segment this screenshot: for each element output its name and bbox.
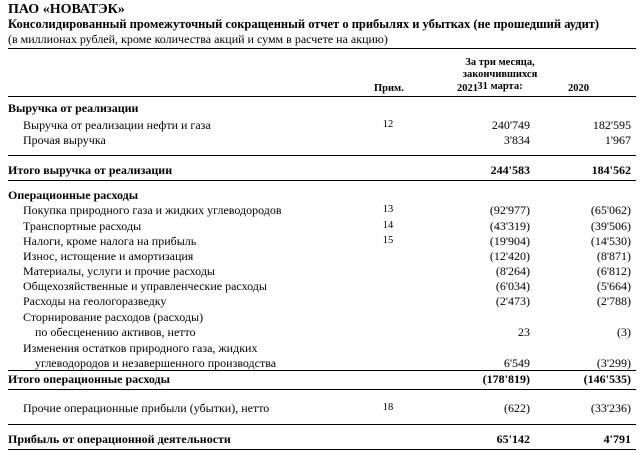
table-row xyxy=(0,202,644,218)
row-value-2020: 4'791 xyxy=(603,432,631,446)
row-value-2021: (622) xyxy=(504,401,530,415)
row-value-2020: (14'530) xyxy=(590,234,631,248)
header-divider xyxy=(8,96,636,97)
table-row xyxy=(0,324,644,340)
row-value-2020: (2'788) xyxy=(596,294,631,308)
row-label: Операционные расходы xyxy=(8,188,139,202)
row-label: Сторнирование расходов (расходы) xyxy=(23,310,204,324)
row-value-2020: (3) xyxy=(617,325,631,339)
period-header xyxy=(430,57,570,93)
company-name: ПАО «НОВАТЭК» xyxy=(8,2,125,17)
row-value-2020: (65'062) xyxy=(590,203,631,217)
row-label: Выручка от реализации xyxy=(8,101,139,115)
table-row xyxy=(0,355,644,371)
row-value-2020: (146'535) xyxy=(583,372,631,386)
row-note: 14 xyxy=(382,220,394,231)
year-2021-header: 2021 xyxy=(457,83,478,94)
row-label: Транспортные расходы xyxy=(23,219,142,233)
period-header-line2: 31 марта: xyxy=(477,81,523,92)
row-label: Итого операционные расходы xyxy=(8,372,170,386)
row-value-2021: (6'034) xyxy=(495,279,530,293)
row-note: 18 xyxy=(382,402,394,413)
table-row xyxy=(0,263,644,279)
divider xyxy=(8,155,636,156)
row-value-2021: (8'264) xyxy=(495,264,530,278)
row-label: Налоги, кроме налога на прибыль xyxy=(23,234,197,248)
row-value-2021: (178'819) xyxy=(482,372,530,386)
table-row xyxy=(0,309,644,325)
row-value-2020: (39'506) xyxy=(590,219,631,233)
row-value-2020: 1'967 xyxy=(604,133,631,147)
table-row xyxy=(0,278,644,294)
row-label: Итого выручка от реализации xyxy=(8,163,173,177)
divider xyxy=(8,180,636,181)
row-label: Износ, истощение и амортизация xyxy=(23,249,194,263)
note-column-header: Прим. xyxy=(374,83,404,94)
row-note: 12 xyxy=(382,119,394,130)
row-value-2020: 182'595 xyxy=(592,118,631,132)
statement-subtitle: (в миллионах рублей, кроме количества акций и сумм в расчете на акцию) xyxy=(8,32,388,46)
row-value-2021: 6'549 xyxy=(503,356,530,370)
row-value-2020: (33'236) xyxy=(590,401,631,415)
row-value-2021: 3'834 xyxy=(503,133,530,147)
row-note: 15 xyxy=(382,235,394,246)
divider xyxy=(8,424,636,425)
row-value-2021: 65'142 xyxy=(496,432,530,446)
row-label: Расходы на геологоразведку xyxy=(23,294,167,308)
table-row xyxy=(0,400,644,416)
row-note: 13 xyxy=(382,204,394,215)
row-value-2021: (92'977) xyxy=(489,203,530,217)
row-value-2021: 23 xyxy=(518,325,530,339)
row-label: Материалы, услуги и прочие расходы xyxy=(23,264,215,278)
top-divider xyxy=(8,48,636,49)
row-label: Покупка природного газа и жидких углеводородов xyxy=(23,203,282,217)
row-value-2021: (43'319) xyxy=(489,219,530,233)
row-label: Прибыль от операционной деятельности xyxy=(8,432,231,446)
divider xyxy=(8,449,636,450)
year-2020-header: 2020 xyxy=(568,83,589,94)
row-value-2020: (6'812) xyxy=(596,264,631,278)
table-row xyxy=(0,233,644,249)
row-label: Изменения остатков природного газа, жидких xyxy=(23,341,258,355)
row-label: Выручка от реализации нефти и газа xyxy=(23,118,211,132)
table-row xyxy=(0,187,644,203)
table-row xyxy=(0,117,644,133)
row-value-2020: (8'871) xyxy=(596,249,631,263)
row-value-2021: 240'749 xyxy=(491,118,530,132)
table-row xyxy=(0,162,644,178)
statement-title: Консолидированный промежуточный сокращенный отчет о прибылях и убытках (не прошедший аудит) xyxy=(8,17,600,31)
row-value-2021: 244'583 xyxy=(490,163,530,177)
period-header-line1: За три месяца, закончившихся xyxy=(462,57,538,80)
row-value-2021: (2'473) xyxy=(495,294,530,308)
row-label: Прочая выручка xyxy=(23,133,106,147)
table-row xyxy=(0,293,644,309)
table-row xyxy=(0,340,644,356)
row-value-2020: 184'562 xyxy=(591,163,631,177)
divider xyxy=(8,389,636,390)
table-row xyxy=(0,132,644,148)
row-label: по обесценению активов, нетто xyxy=(35,325,196,339)
row-value-2021: (19'904) xyxy=(489,234,530,248)
table-row xyxy=(0,100,644,116)
row-value-2020: (5'664) xyxy=(596,279,631,293)
row-label: Прочие операционные прибыли (убытки), нетто xyxy=(23,401,270,415)
table-row xyxy=(0,218,644,234)
row-value-2021: (12'420) xyxy=(489,249,530,263)
table-row xyxy=(0,431,644,447)
table-row xyxy=(0,248,644,264)
row-label: Общехозяйственные и управленческие расходы xyxy=(23,279,267,293)
table-row xyxy=(0,371,644,387)
row-value-2020: (3'299) xyxy=(596,356,631,370)
row-label: углеводородов и незавершенного производства xyxy=(35,356,277,370)
